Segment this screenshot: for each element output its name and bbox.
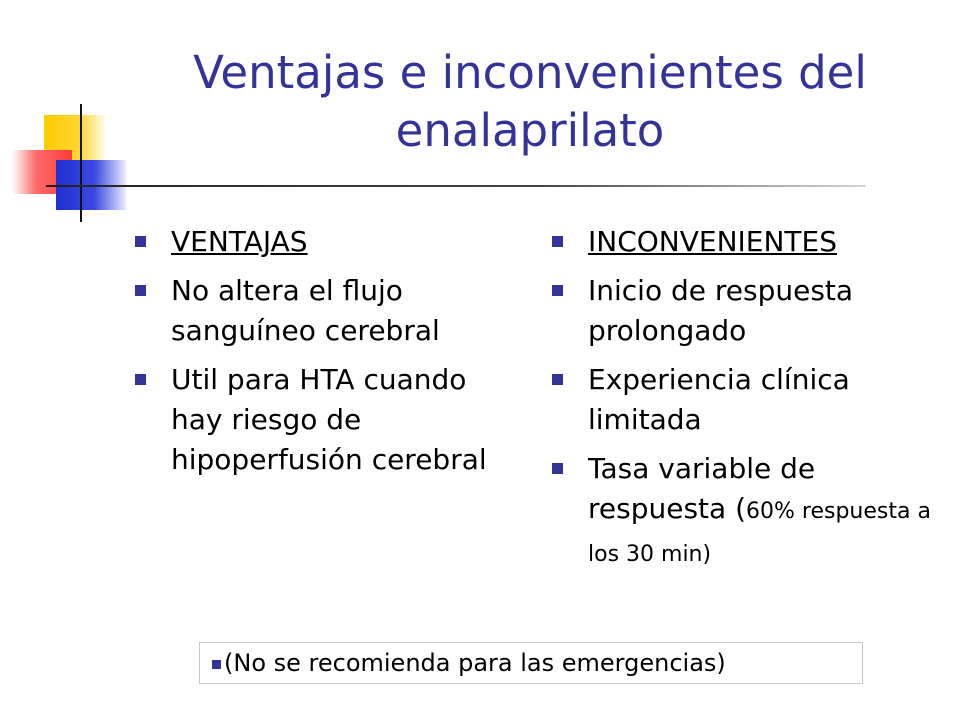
list-item: Inicio de respuesta prolongado xyxy=(552,271,932,351)
vertical-rule xyxy=(80,104,82,222)
bullet-icon xyxy=(212,660,221,669)
title-underline-rule xyxy=(46,185,866,187)
inconvenientes-list xyxy=(552,222,932,584)
note-text: (No se recomienda para las emergencias) xyxy=(224,649,726,677)
list-item: Tasa variable de respuesta (60% respuesta a los 30 min) xyxy=(552,449,932,575)
list-item: No altera el flujo sanguíneo cerebral xyxy=(135,271,495,351)
note-box xyxy=(199,642,863,684)
decorative-logo xyxy=(0,0,140,230)
ventajas-heading: VENTAJAS xyxy=(135,222,495,262)
list-item: Util para HTA cuando hay riesgo de hipoperfusión cerebral xyxy=(135,360,495,480)
list-item: Experiencia clínica limitada xyxy=(552,360,932,440)
ventajas-list xyxy=(135,222,495,489)
slide-title: Ventajas e inconvenientes del enalaprilato xyxy=(193,46,867,157)
inconvenientes-heading: INCONVENIENTES xyxy=(552,222,932,262)
